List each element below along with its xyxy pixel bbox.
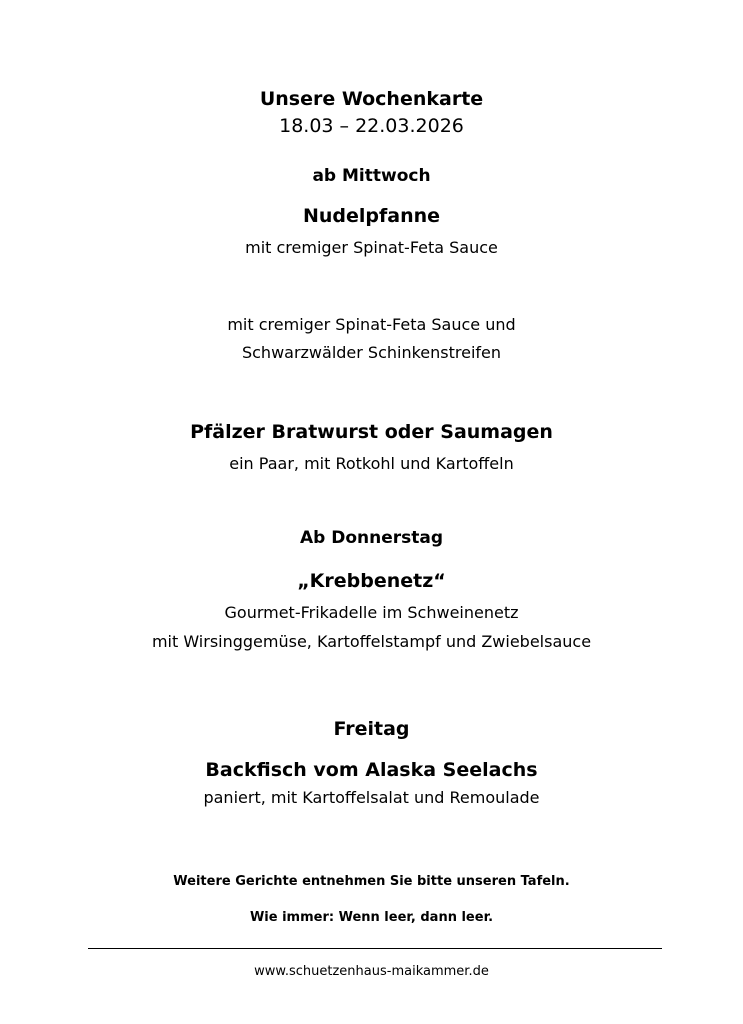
dish-variant-line-2: Schwarzwälder Schinkenstreifen xyxy=(241,343,502,362)
dish-description: ein Paar, mit Rotkohl und Kartoffeln xyxy=(229,454,514,473)
dish-name-krebbenetz: „Krebbenetz“ xyxy=(297,570,446,592)
dish-name-bratwurst: Pfälzer Bratwurst oder Saumagen xyxy=(190,421,553,443)
dish-description: paniert, mit Kartoffelsalat und Remoulade xyxy=(203,788,540,807)
dish-name-backfisch: Backfisch vom Alaska Seelachs xyxy=(205,759,538,781)
dish-name-nudelpfanne: Nudelpfanne xyxy=(302,205,441,227)
day-label-wednesday: ab Mittwoch xyxy=(312,166,431,186)
note-more-dishes: Weitere Gerichte entnehmen Sie bitte unseren Tafeln. xyxy=(173,874,570,889)
page-title: Unsere Wochenkarte xyxy=(259,88,484,110)
note-motto: Wie immer: Wenn leer, dann leer. xyxy=(249,910,494,925)
dish-description-line-1: Gourmet-Frikadelle im Schweinenetz xyxy=(224,603,519,622)
day-label-friday: Freitag xyxy=(333,718,410,740)
dish-description: mit cremiger Spinat-Feta Sauce xyxy=(245,238,498,257)
dish-description-line-2: mit Wirsinggemüse, Kartoffelstampf und Zwiebelsauce xyxy=(151,632,592,651)
footer-divider xyxy=(88,948,662,949)
website-link[interactable]: www.schuetzenhaus-maikammer.de xyxy=(254,964,489,979)
dish-variant-line-1: mit cremiger Spinat-Feta Sauce und xyxy=(227,315,516,334)
day-label-thursday: Ab Donnerstag xyxy=(299,528,444,548)
date-range: 18.03 – 22.03.2026 xyxy=(279,115,464,137)
